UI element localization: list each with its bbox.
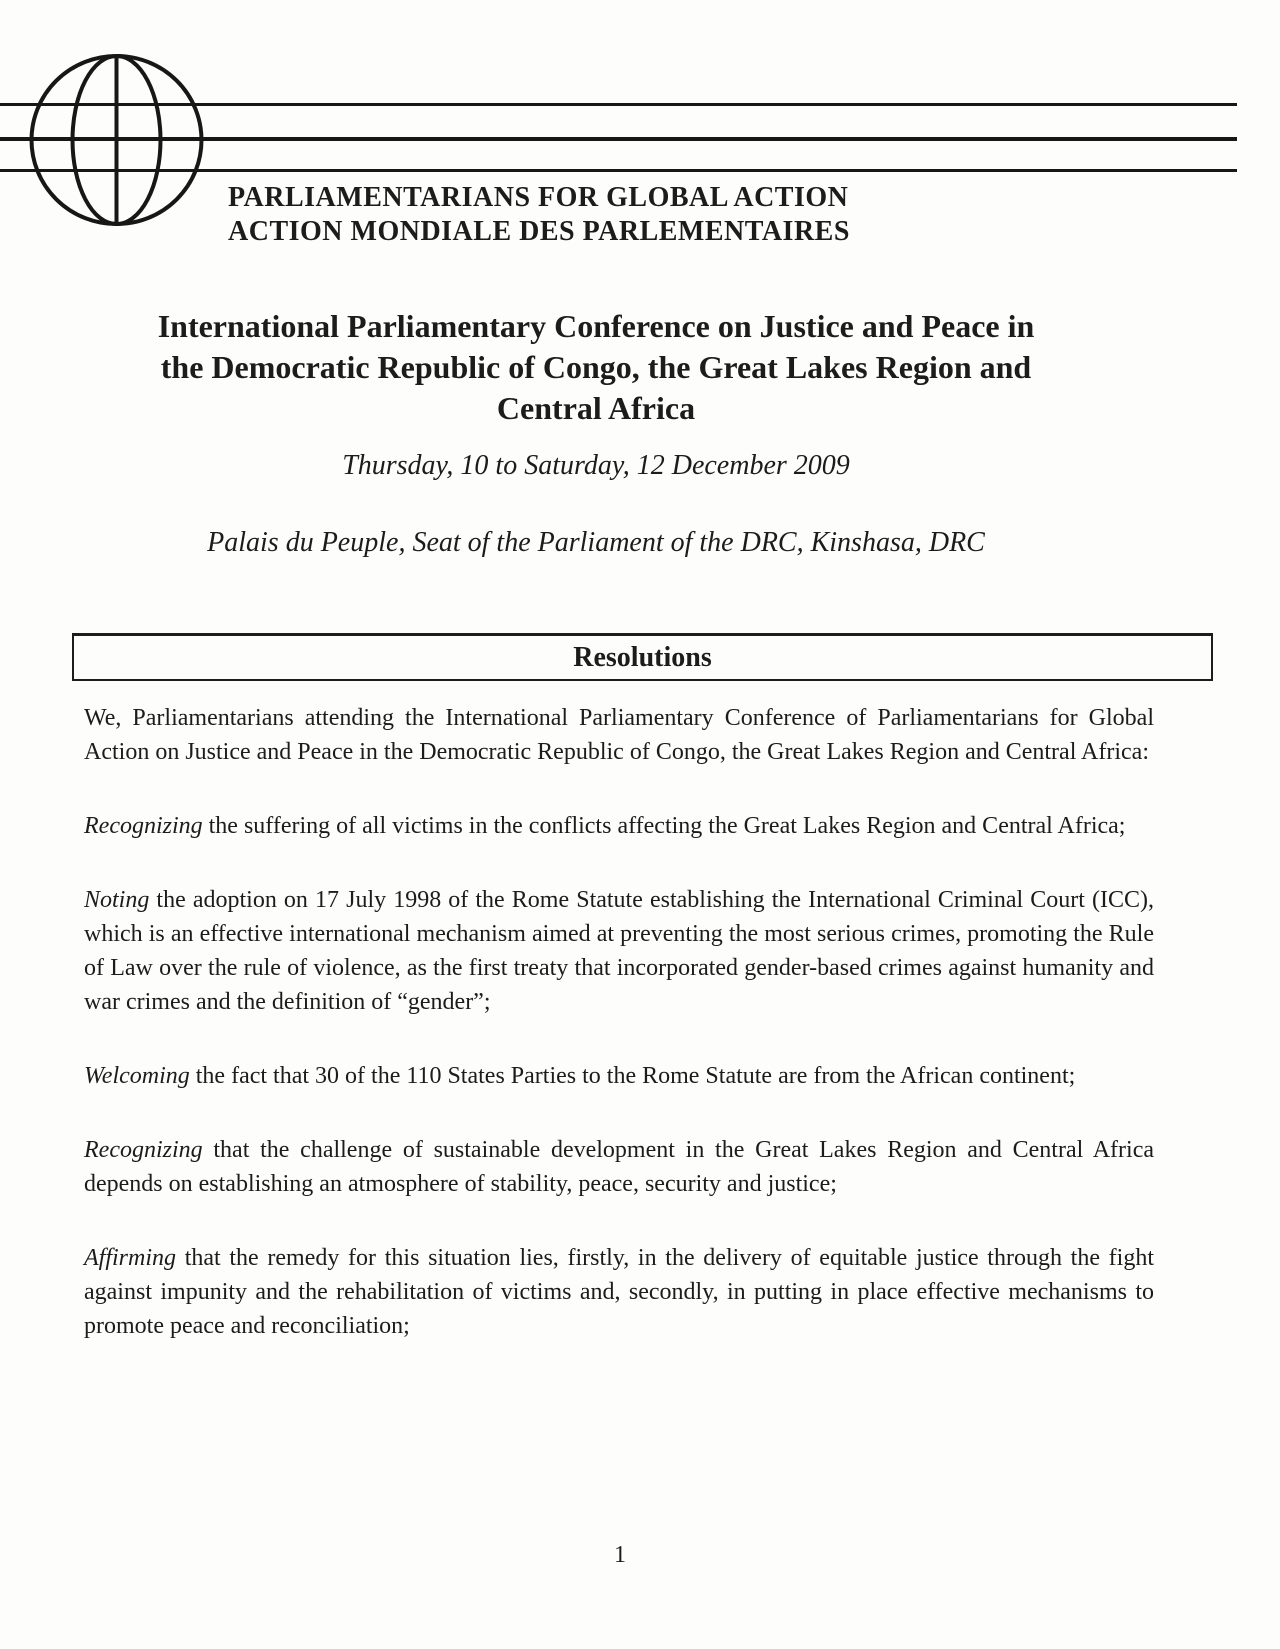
paragraph-lead-word: Recognizing bbox=[84, 1137, 203, 1163]
resolutions-heading-box bbox=[72, 633, 1213, 681]
page-number: 1 bbox=[614, 1542, 626, 1568]
conference-title-line: Central Africa bbox=[496, 390, 696, 426]
conference-venue: Palais du Peuple, Seat of the Parliament of the DRC, Kinshasa, DRC bbox=[207, 527, 985, 558]
paragraph-lead-word: Recognizing bbox=[84, 813, 203, 839]
paragraph-lead-word: Noting bbox=[84, 887, 150, 913]
organization-name-french: ACTION MONDIALE DES PARLEMENTAIRES bbox=[228, 216, 850, 247]
paragraph-text: We, Parliamentarians attending the International Parliamentary Conference of Parliamentarians for Global Action on Justice and Peace in the Democratic Republic of Congo, the Great Lakes Region and Central Africa: bbox=[84, 705, 1154, 765]
resolution-paragraph-noting bbox=[84, 883, 1154, 1019]
paragraph-lead-word: Welcoming bbox=[84, 1063, 190, 1089]
paragraph-text: that the remedy for this situation lies, firstly, in the delivery of equitable justice through the fight against impunity and the rehabilitation of victims and, secondly, in putting in place effective mechanisms to promote peace and reconciliation; bbox=[84, 1245, 1154, 1339]
conference-title-line: International Parliamentary Conference on Justice and Peace in bbox=[157, 308, 1035, 344]
conference-title bbox=[0, 306, 1192, 429]
preamble-paragraph bbox=[84, 701, 1154, 769]
paragraph-text: that the challenge of sustainable development in the Great Lakes Region and Central Africa depends on establishing an atmosphere of stability, peace, security and justice; bbox=[84, 1137, 1154, 1197]
paragraph-text: the fact that 30 of the 110 States Parties to the Rome Statute are from the African continent; bbox=[189, 1063, 1076, 1089]
resolutions-body bbox=[84, 701, 1154, 1383]
globe-icon bbox=[28, 52, 205, 228]
conference-title-line: the Democratic Republic of Congo, the Great Lakes Region and bbox=[160, 349, 1032, 385]
resolution-paragraph-recognizing-2 bbox=[84, 1133, 1154, 1201]
resolutions-heading: Resolutions bbox=[573, 642, 712, 673]
paragraph-text: the suffering of all victims in the conflicts affecting the Great Lakes Region and Central Africa; bbox=[202, 813, 1126, 839]
conference-dates: Thursday, 10 to Saturday, 12 December 2009 bbox=[342, 450, 850, 481]
resolution-paragraph-welcoming bbox=[84, 1059, 1154, 1093]
paragraph-text: the adoption on 17 July 1998 of the Rome Statute establishing the International Criminal Court (ICC), which is an effective international mechanism aimed at preventing the most serious crimes, promoting the Rule of Law over the rule of violence, as the first treaty that incorporated gender-based crimes against humanity and war crimes and the definition of “gender”; bbox=[84, 887, 1154, 1015]
organization-name-english: PARLIAMENTARIANS FOR GLOBAL ACTION bbox=[228, 182, 849, 213]
paragraph-lead-word: Affirming bbox=[84, 1245, 177, 1271]
resolution-paragraph-affirming bbox=[84, 1241, 1154, 1343]
resolution-paragraph-recognizing-1 bbox=[84, 809, 1154, 843]
organization-name bbox=[228, 181, 850, 249]
